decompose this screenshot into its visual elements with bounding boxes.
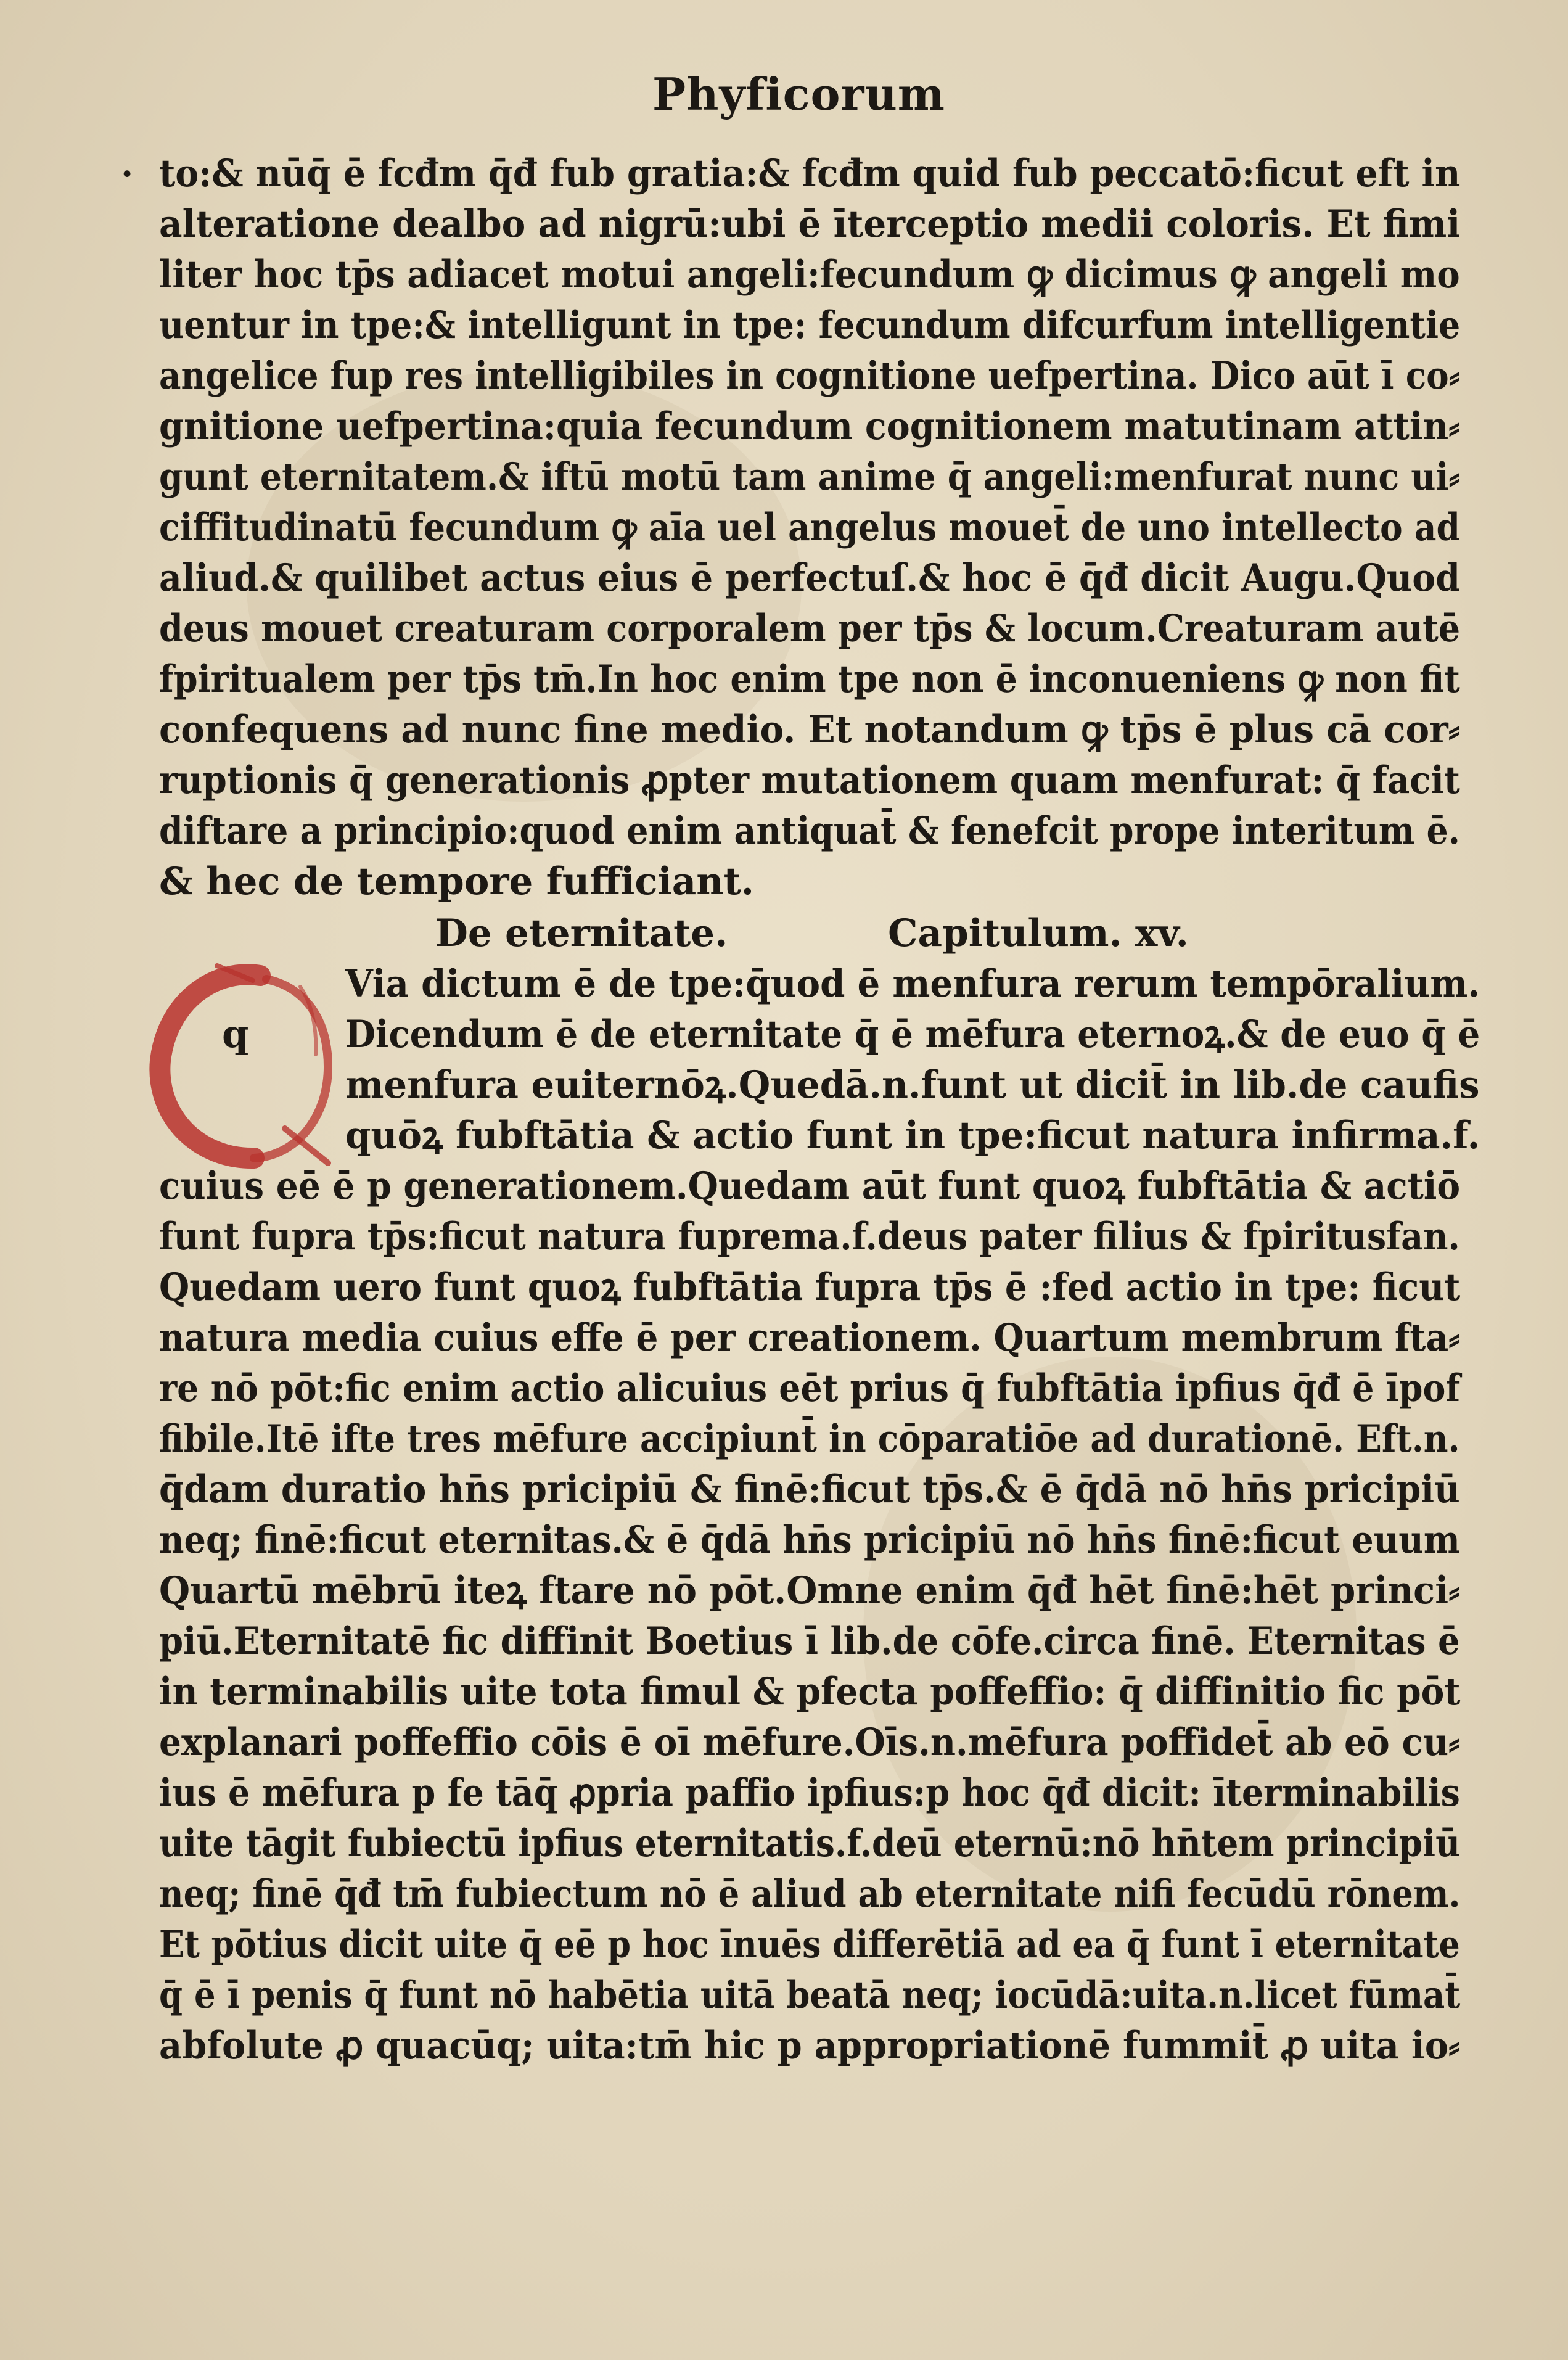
- text-line: Via dictum ē de tpe:q̄uod ē menfura rerum tempōralium.: [345, 962, 1480, 1006]
- text-line: fpiritualem per tp̄s tm̄.In hoc enim tpe non ē inconueniens ꝙ non fit: [159, 657, 1460, 701]
- text-line: fibile.Itē ifte tres mēfure accipiunt̄ in cōparatiōe ad durationē. Eft.n.: [159, 1417, 1460, 1461]
- text-line: quōꝝ fubftātia & actio funt in tpe:ficut natura infirma.f.: [345, 1114, 1480, 1157]
- red-initial-q-icon: [143, 962, 340, 1172]
- text-line: diftare a principio:quod enim antiquat̄ & fenefcit prope interitum ē.: [159, 809, 1460, 853]
- text-line: aliud.& quilibet actus eius ē perfectuſ.& hoc ē q̄đ dicit Augu.Quod: [159, 556, 1460, 600]
- text-line: q̄ ē ī penis q̄ funt nō habētia uitā beatā neq; iocūdā:uita.n.licet fūmat̄: [159, 1973, 1461, 2017]
- text-line: ruptionis q̄ generationis ꝓpter mutationem quam menfurat: q̄ facit: [159, 759, 1460, 802]
- text-line: alteratione dealbo ad nigrū:ubi ē īterceptio medii coloris. Et fimi: [159, 202, 1461, 246]
- text-line: neq; finē q̄đ tm̄ fubiectum nō ē aliud ab eternitate nifi fecūdū rōnem.: [159, 1872, 1461, 1916]
- text-line: explanari poffeffio cōis ē oī mēfure.Oīs.n.mēfura poffidet̄ ab eō cu⸗: [159, 1721, 1460, 1764]
- text-line: liter hoc tp̄s adiacet motui angeli:fecundum ꝙ dicimus ꝙ angeli mo: [159, 253, 1460, 297]
- text-line: abfolute ꝓ quacūq; uita:tm̄ hic p appropriationē fummit̄ ꝓ uita io⸗: [159, 2024, 1461, 2068]
- initial-guide-letter: q: [222, 1011, 249, 1056]
- text-line: to:& nūq̄ ē fcđm q̄đ fub gratia:& fcđm quid fub peccatō:ficut eft in: [159, 152, 1461, 195]
- text-line: re nō pōt:fic enim actio alicuius eēt prius q̄ fubftātia ipfius q̄đ ē īpof: [159, 1367, 1461, 1410]
- text-line: ciffitudinatū fecundum ꝙ aīa uel angelus mouet̄ de uno intellecto ad: [159, 506, 1460, 549]
- chapter-label: Capitulum. xv.: [888, 911, 1189, 955]
- decorated-initial: [143, 962, 340, 1172]
- text-line: gnitione uefpertina:quia fecundum cognitionem matutinam attin⸗: [159, 405, 1461, 448]
- text-line: angelice fup res intelligibiles in cognitione uefpertina. Dico aūt ī co⸗: [159, 354, 1460, 398]
- text-line: in terminabilis uite tota fimul & pfecta poffeffio: q̄ diffinitio fic pōt: [159, 1670, 1461, 1714]
- text-line: Quedam uero funt quoꝝ fubftātia fupra tp̄s ē :fed actio in tpe: ficut: [159, 1265, 1461, 1309]
- text-line: Quartū mēbrū iteꝝ ftare nō pōt.Omne enim q̄đ hēt finē:hēt princi⸗: [159, 1569, 1461, 1613]
- text-line: natura media cuius effe ē per creationem. Quartum membrum fta⸗: [159, 1316, 1461, 1360]
- text-line: gunt eternitatem.& iftū motū tam anime q̄ angeli:menfurat nunc ui⸗: [159, 455, 1460, 499]
- paragraph-mark: ·: [121, 153, 134, 195]
- running-head: Phyficorum: [652, 68, 945, 120]
- text-line: uite tāgit fubiectū ipfius eternitatis.f.deū eternū:nō hn̄tem principiū: [159, 1822, 1461, 1865]
- text-line: funt fupra tp̄s:ficut natura fuprema.f.deus pater filius & fpiritusfan.: [159, 1215, 1460, 1259]
- text-line: ius ē mēfura p fe tāq̄ ꝓpria paffio ipfius:p hoc q̄đ dicit: īterminabilis: [159, 1771, 1460, 1815]
- text-line: & hec de tempore fufficiant.: [159, 860, 755, 903]
- text-line: deus mouet creaturam corporalem per tp̄s & locum.Creaturam autē: [159, 607, 1461, 651]
- text-line: cuius eē ē p generationem.Quedam aūt funt quoꝝ fubftātia & actiō: [159, 1164, 1461, 1208]
- text-line: confequens ad nunc fine medio. Et notandum ꝙ tp̄s ē plus cā cor⸗: [159, 708, 1461, 752]
- text-line: menfura euiternōꝝ.Quedā.n.funt ut dicit̄ in lib.de caufis: [345, 1063, 1480, 1107]
- text-line: Dicendum ē de eternitate q̄ ē mēfura eternoꝝ.& de euo q̄ ē: [345, 1013, 1480, 1056]
- text-line: neq; finē:ficut eternitas.& ē q̄dā hn̄s pricipiū nō hn̄s finē:ficut euum: [159, 1518, 1460, 1562]
- text-line: q̄dam duratio hn̄s pricipiū & finē:ficut tp̄s.& ē q̄dā nō hn̄s pricipiū: [159, 1468, 1460, 1511]
- text-line: Et pōtius dicit uite q̄ eē p hoc īnuēs differētiā ad ea q̄ funt ī eternitate: [159, 1923, 1460, 1967]
- chapter-title: De eternitate.: [435, 911, 728, 955]
- text-line: piū.Eternitatē fic diffinit Boetius ī lib.de cōfe.circa finē. Eternitas ē: [159, 1619, 1460, 1663]
- text-line: uentur in tpe:& intelligunt in tpe: fecundum difcurfum intelligentie: [159, 303, 1461, 347]
